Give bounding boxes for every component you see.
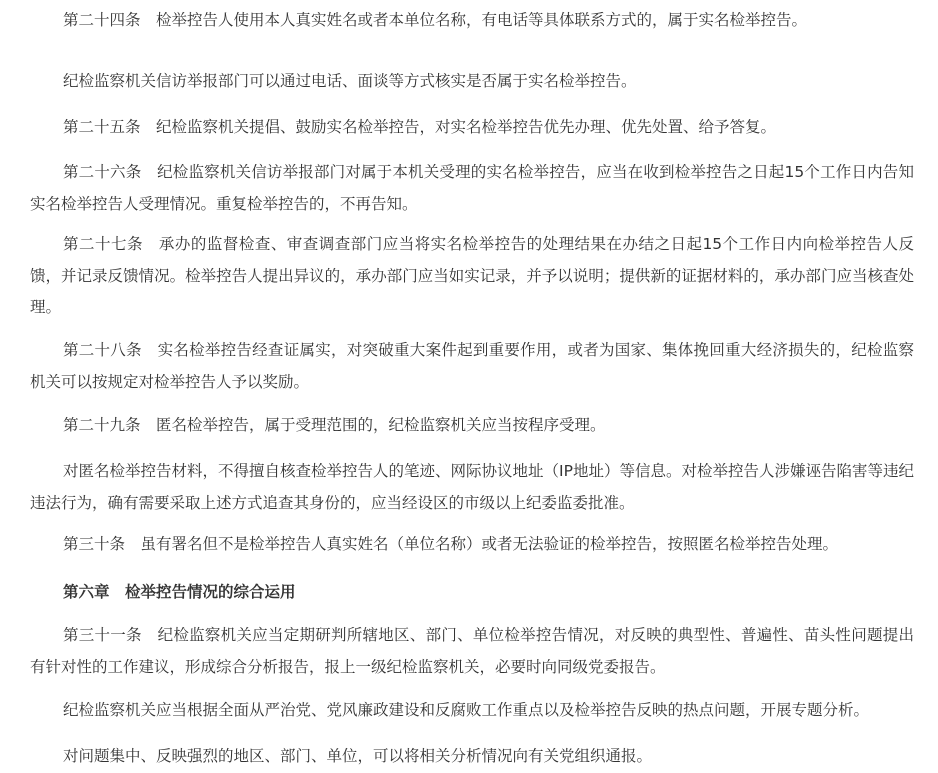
paragraph-article-29-anonymous: 对匿名检举控告材料，不得擅自核查检举控告人的笔迹、网际协议地址（IP地址）等信息。对检举控告人涉嫌诬告陷害等违纪违法行为，确有需要采取上述方式追查其身份的，应当经设区的市级以上纪委监委批准。	[30, 462, 914, 512]
paragraph-article-31-analysis: 纪检监察机关应当根据全面从严治党、党风廉政建设和反腐败工作重点以及检举控告反映的热点问题，开展专题分析。	[63, 701, 870, 719]
paragraph-article-30: 第三十条 虽有署名但不是检举控告人真实姓名（单位名称）或者无法验证的检举控告，按照匿名检举控告处理。	[63, 535, 839, 553]
chapter-heading: 第六章 检举控告情况的综合运用	[63, 583, 296, 601]
paragraph-article-25: 第二十五条 纪检监察机关提倡、鼓励实名检举控告，对实名检举控告优先办理、优先处置、给予答复。	[63, 118, 777, 136]
paragraph-article-31: 第三十一条 纪检监察机关应当定期研判所辖地区、部门、单位检举控告情况，对反映的典型性、普遍性、苗头性问题提出有针对性的工作建议，形成综合分析报告，报上一级纪检监察机关，必要时向同级党委报告。	[30, 626, 914, 676]
paragraph-article-24: 第二十四条 检举控告人使用本人真实姓名或者本单位名称，有电话等具体联系方式的，属于实名检举控告。	[63, 11, 808, 29]
paragraph-article-28: 第二十八条 实名检举控告经查证属实，对突破重大案件起到重要作用，或者为国家、集体挽回重大经济损失的，纪检监察机关可以按规定对检举控告人予以奖励。	[30, 341, 914, 391]
paragraph-article-27: 第二十七条 承办的监督检查、审查调查部门应当将实名检举控告的处理结果在办结之日起15个工作日内向检举控告人反馈，并记录反馈情况。检举控告人提出异议的，承办部门应当如实记录，并予以说明；提供新的证据材料的，承办部门应当核查处理。	[30, 235, 914, 316]
paragraph-article-26: 第二十六条 纪检监察机关信访举报部门对属于本机关受理的实名检举控告，应当在收到检举控告之日起15个工作日内告知实名检举控告人受理情况。重复检举控告的，不再告知。	[30, 163, 914, 213]
paragraph-article-31-notification: 对问题集中、反映强烈的地区、部门、单位，可以将相关分析情况向有关党组织通报。	[63, 747, 653, 765]
paragraph-article-29: 第二十九条 匿名检举控告，属于受理范围的，纪检监察机关应当按程序受理。	[63, 416, 606, 434]
paragraph-article-24-verification: 纪检监察机关信访举报部门可以通过电话、面谈等方式核实是否属于实名检举控告。	[63, 72, 637, 90]
